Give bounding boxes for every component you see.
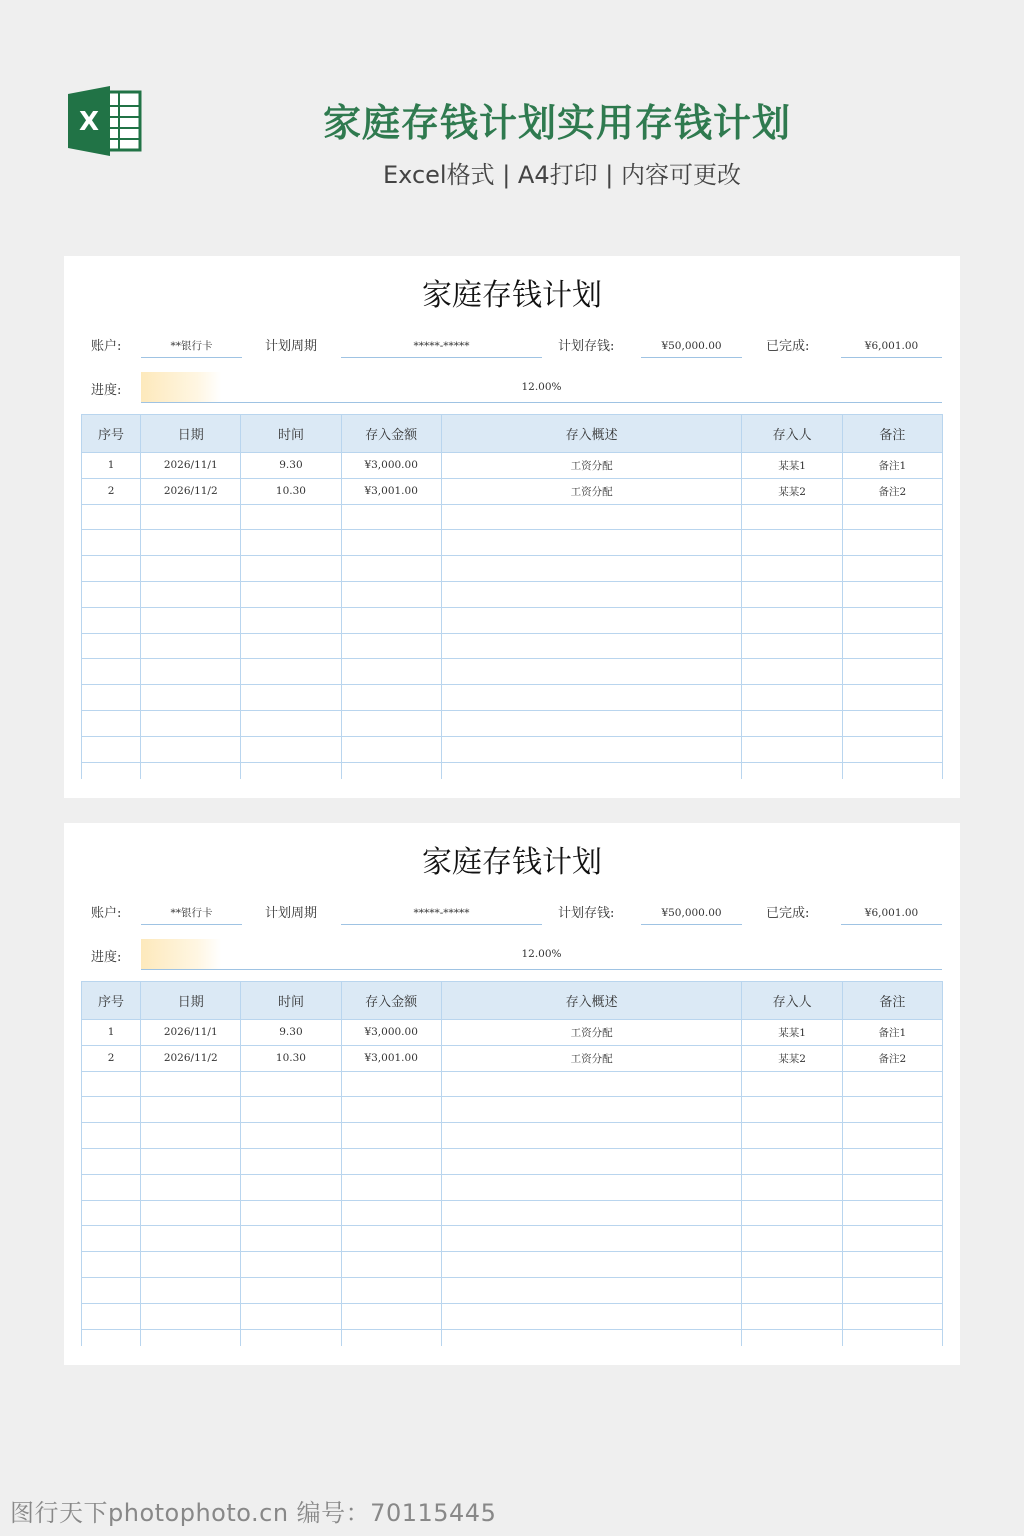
column-header: 存入人 — [742, 982, 842, 1020]
period-label: 计划周期 — [265, 339, 318, 354]
table-cell — [241, 530, 341, 556]
table-cell — [82, 762, 141, 779]
table-cell — [241, 659, 341, 685]
table-cell — [341, 762, 441, 779]
table-cell — [341, 1226, 441, 1252]
table-cell — [742, 685, 842, 711]
progress-label: 进度: — [91, 950, 122, 965]
logo-letter: X — [78, 107, 100, 137]
table-cell — [742, 1071, 842, 1097]
table-cell: 备注2 — [842, 1045, 942, 1071]
table-cell — [82, 1123, 141, 1149]
table-cell — [341, 1303, 441, 1329]
table-cell: 1 — [82, 453, 141, 479]
period-label: 计划周期 — [265, 906, 318, 921]
table-cell — [441, 1123, 742, 1149]
table-row — [82, 1226, 943, 1252]
table-row — [82, 633, 943, 659]
column-header: 存入金额 — [341, 415, 441, 453]
table-header-row — [82, 415, 943, 453]
table-cell — [842, 736, 942, 762]
table-cell — [742, 710, 842, 736]
table-row — [82, 1148, 943, 1174]
table-row — [82, 504, 943, 530]
table-cell — [842, 556, 942, 582]
table-row — [82, 1097, 943, 1123]
period-value: *****-***** — [341, 902, 542, 925]
table-cell — [82, 504, 141, 530]
table-row — [82, 762, 943, 779]
table-cell — [441, 1148, 742, 1174]
table-cell — [742, 1226, 842, 1252]
completed-value: ¥6,001.00 — [841, 335, 942, 358]
table-cell — [441, 504, 742, 530]
table-cell — [742, 1097, 842, 1123]
table-cell — [341, 1123, 441, 1149]
table-cell — [141, 1277, 241, 1303]
table-cell — [141, 736, 241, 762]
table-cell — [241, 736, 341, 762]
table-cell — [341, 607, 441, 633]
table-cell — [241, 504, 341, 530]
table-cell — [742, 1200, 842, 1226]
sheet-title: 家庭存钱计划 — [422, 845, 602, 880]
table-cell — [241, 1226, 341, 1252]
table-cell — [141, 1174, 241, 1200]
table-cell: 2 — [82, 478, 141, 504]
table-cell — [82, 736, 141, 762]
table-row — [82, 1045, 943, 1071]
column-header: 备注 — [842, 415, 942, 453]
table-cell: ¥3,000.00 — [341, 453, 441, 479]
page-title: 家庭存钱计划实用存钱计划 — [322, 101, 791, 145]
table-cell — [241, 1123, 341, 1149]
table-cell — [341, 556, 441, 582]
account-label: 账户: — [91, 906, 122, 921]
table-cell: 工资分配 — [441, 1045, 742, 1071]
table-cell — [82, 685, 141, 711]
table-cell — [341, 633, 441, 659]
table-cell — [141, 504, 241, 530]
column-header: 备注 — [842, 982, 942, 1020]
table-cell — [441, 762, 742, 779]
table-cell — [141, 762, 241, 779]
table-cell — [441, 1277, 742, 1303]
table-cell — [842, 1200, 942, 1226]
table-cell — [241, 1071, 341, 1097]
table-cell — [141, 1071, 241, 1097]
column-header: 存入人 — [742, 415, 842, 453]
table-cell — [241, 607, 341, 633]
table-row — [82, 581, 943, 607]
table-cell — [241, 685, 341, 711]
table-cell — [82, 1226, 141, 1252]
table-cell — [441, 1303, 742, 1329]
sheet-preview-2 — [64, 823, 960, 1365]
table-cell — [141, 1123, 241, 1149]
table-row — [82, 530, 943, 556]
table-cell — [241, 1252, 341, 1278]
table-row — [82, 659, 943, 685]
table-cell: 工资分配 — [441, 1020, 742, 1046]
table-cell — [742, 736, 842, 762]
table-cell — [341, 1329, 441, 1346]
table-cell — [141, 530, 241, 556]
progress-percent: 12.00% — [521, 948, 562, 960]
table-cell — [441, 1200, 742, 1226]
table-row — [82, 478, 943, 504]
table-row — [82, 685, 943, 711]
progress-bar — [141, 939, 942, 970]
table-cell — [341, 710, 441, 736]
table-row — [82, 1200, 943, 1226]
table-cell: 2026/11/2 — [141, 1045, 241, 1071]
table-cell — [141, 1148, 241, 1174]
table-cell — [441, 1097, 742, 1123]
progress-label: 进度: — [91, 383, 122, 398]
table-cell — [241, 1148, 341, 1174]
table-cell — [141, 1303, 241, 1329]
table-row — [82, 556, 943, 582]
table-cell — [742, 504, 842, 530]
table-cell — [241, 1329, 341, 1346]
savings-table — [81, 414, 943, 779]
table-cell: 工资分配 — [441, 478, 742, 504]
table-cell: 某某1 — [742, 1020, 842, 1046]
table-cell: 某某2 — [742, 1045, 842, 1071]
column-header: 存入金额 — [341, 982, 441, 1020]
table-cell — [341, 530, 441, 556]
table-cell — [742, 1123, 842, 1149]
table-cell — [341, 581, 441, 607]
progress-percent: 12.00% — [521, 381, 562, 393]
table-cell — [141, 685, 241, 711]
table-cell — [842, 1148, 942, 1174]
table-cell — [141, 1097, 241, 1123]
table-row — [82, 1123, 943, 1149]
account-value: **银行卡 — [141, 335, 242, 358]
table-cell: 1 — [82, 1020, 141, 1046]
table-cell — [441, 1226, 742, 1252]
watermark-footer: 图行天下photophoto.cn 编号：70115445 — [10, 1499, 497, 1527]
plan-amount-value: ¥50,000.00 — [641, 335, 742, 358]
table-cell — [341, 685, 441, 711]
table-cell — [842, 762, 942, 779]
table-cell — [441, 607, 742, 633]
table-cell — [441, 736, 742, 762]
table-cell — [742, 762, 842, 779]
table-cell — [82, 530, 141, 556]
table-cell — [82, 633, 141, 659]
table-cell — [141, 710, 241, 736]
table-cell — [82, 1071, 141, 1097]
table-row — [82, 710, 943, 736]
table-cell — [141, 556, 241, 582]
table-cell — [82, 1277, 141, 1303]
column-header: 存入概述 — [441, 982, 742, 1020]
table-row — [82, 1252, 943, 1278]
table-cell — [842, 1071, 942, 1097]
table-cell — [82, 1097, 141, 1123]
table-cell: 2026/11/1 — [141, 1020, 241, 1046]
table-cell — [742, 607, 842, 633]
table-cell: 2026/11/1 — [141, 453, 241, 479]
table-cell — [241, 1303, 341, 1329]
table-header-row — [82, 982, 943, 1020]
table-cell: 9.30 — [241, 1020, 341, 1046]
table-cell — [141, 581, 241, 607]
table-cell: 备注1 — [842, 1020, 942, 1046]
table-cell — [82, 1252, 141, 1278]
column-header: 序号 — [82, 982, 141, 1020]
table-cell — [441, 633, 742, 659]
table-cell — [82, 1200, 141, 1226]
table-row — [82, 1174, 943, 1200]
completed-value: ¥6,001.00 — [841, 902, 942, 925]
table-cell — [842, 659, 942, 685]
table-row — [82, 1277, 943, 1303]
table-cell — [842, 581, 942, 607]
table-row — [82, 1303, 943, 1329]
table-cell — [82, 1303, 141, 1329]
table-cell — [842, 710, 942, 736]
table-cell — [82, 1174, 141, 1200]
table-cell — [742, 633, 842, 659]
table-cell — [441, 685, 742, 711]
table-cell — [341, 1252, 441, 1278]
table-cell — [141, 1200, 241, 1226]
table-cell — [141, 659, 241, 685]
table-row — [82, 607, 943, 633]
plan-amount-value: ¥50,000.00 — [641, 902, 742, 925]
column-header: 时间 — [241, 982, 341, 1020]
table-cell — [842, 1174, 942, 1200]
table-cell — [341, 1071, 441, 1097]
table-cell — [842, 1123, 942, 1149]
period-value: *****-***** — [341, 335, 542, 358]
table-cell — [241, 762, 341, 779]
account-label: 账户: — [91, 339, 122, 354]
table-cell — [82, 710, 141, 736]
table-cell — [742, 1277, 842, 1303]
table-cell — [82, 1329, 141, 1346]
page-subtitle: Excel格式 | A4打印 | 内容可更改 — [383, 161, 741, 189]
table-cell — [441, 1252, 742, 1278]
table-cell — [742, 1303, 842, 1329]
table-row — [82, 453, 943, 479]
table-cell — [141, 633, 241, 659]
table-cell — [742, 1174, 842, 1200]
table-cell — [341, 1097, 441, 1123]
plan-amount-label: 计划存钱: — [558, 906, 615, 921]
table-cell — [341, 1277, 441, 1303]
table-cell — [241, 1200, 341, 1226]
table-cell — [842, 504, 942, 530]
table-cell — [842, 685, 942, 711]
table-cell: 备注2 — [842, 478, 942, 504]
table-cell — [441, 1174, 742, 1200]
table-cell — [441, 1071, 742, 1097]
sheet-title: 家庭存钱计划 — [422, 278, 602, 313]
table-cell: ¥3,000.00 — [341, 1020, 441, 1046]
column-header: 序号 — [82, 415, 141, 453]
table-row — [82, 1020, 943, 1046]
table-cell — [241, 710, 341, 736]
table-cell — [141, 1329, 241, 1346]
column-header: 时间 — [241, 415, 341, 453]
table-cell — [241, 633, 341, 659]
table-cell — [742, 581, 842, 607]
table-cell — [441, 710, 742, 736]
table-cell — [441, 1329, 742, 1346]
table-cell — [441, 556, 742, 582]
table-cell — [241, 556, 341, 582]
column-header: 日期 — [141, 982, 241, 1020]
table-cell — [842, 530, 942, 556]
table-cell — [842, 1226, 942, 1252]
table-cell — [141, 1252, 241, 1278]
table-cell: 工资分配 — [441, 453, 742, 479]
table-cell: 2026/11/2 — [141, 478, 241, 504]
column-header: 存入概述 — [441, 415, 742, 453]
table-cell — [842, 1097, 942, 1123]
account-value: **银行卡 — [141, 902, 242, 925]
table-cell — [842, 1277, 942, 1303]
table-cell — [441, 530, 742, 556]
savings-table — [81, 981, 943, 1346]
table-cell — [241, 581, 341, 607]
progress-bar — [141, 372, 942, 403]
table-cell — [341, 504, 441, 530]
table-cell — [341, 1148, 441, 1174]
table-cell — [141, 1226, 241, 1252]
table-row — [82, 1071, 943, 1097]
table-cell — [341, 736, 441, 762]
table-cell — [742, 1252, 842, 1278]
table-cell — [842, 1329, 942, 1346]
table-cell: 10.30 — [241, 478, 341, 504]
table-cell: 备注1 — [842, 453, 942, 479]
table-cell — [82, 581, 141, 607]
table-cell — [241, 1277, 341, 1303]
table-cell: 10.30 — [241, 1045, 341, 1071]
column-header: 日期 — [141, 415, 241, 453]
table-cell — [441, 659, 742, 685]
table-cell: 某某1 — [742, 453, 842, 479]
table-cell — [341, 1200, 441, 1226]
table-cell — [742, 530, 842, 556]
table-cell — [742, 1148, 842, 1174]
table-cell: 某某2 — [742, 478, 842, 504]
table-cell — [742, 659, 842, 685]
plan-amount-label: 计划存钱: — [558, 339, 615, 354]
table-cell — [82, 1148, 141, 1174]
table-cell — [842, 1252, 942, 1278]
table-cell — [241, 1174, 341, 1200]
completed-label: 已完成: — [766, 339, 810, 354]
sheet-preview-1 — [64, 256, 960, 798]
table-cell — [441, 581, 742, 607]
completed-label: 已完成: — [766, 906, 810, 921]
page-header — [0, 0, 1024, 230]
table-cell: 9.30 — [241, 453, 341, 479]
table-cell — [842, 607, 942, 633]
table-row — [82, 736, 943, 762]
table-cell — [82, 556, 141, 582]
table-cell — [742, 556, 842, 582]
table-cell — [341, 659, 441, 685]
table-cell — [82, 659, 141, 685]
table-cell — [341, 1174, 441, 1200]
table-cell — [241, 1097, 341, 1123]
table-cell — [742, 1329, 842, 1346]
table-cell: ¥3,001.00 — [341, 478, 441, 504]
table-cell — [842, 1303, 942, 1329]
table-cell — [842, 633, 942, 659]
table-cell: 2 — [82, 1045, 141, 1071]
table-cell — [82, 607, 141, 633]
table-cell: ¥3,001.00 — [341, 1045, 441, 1071]
table-cell — [141, 607, 241, 633]
table-row — [82, 1329, 943, 1346]
